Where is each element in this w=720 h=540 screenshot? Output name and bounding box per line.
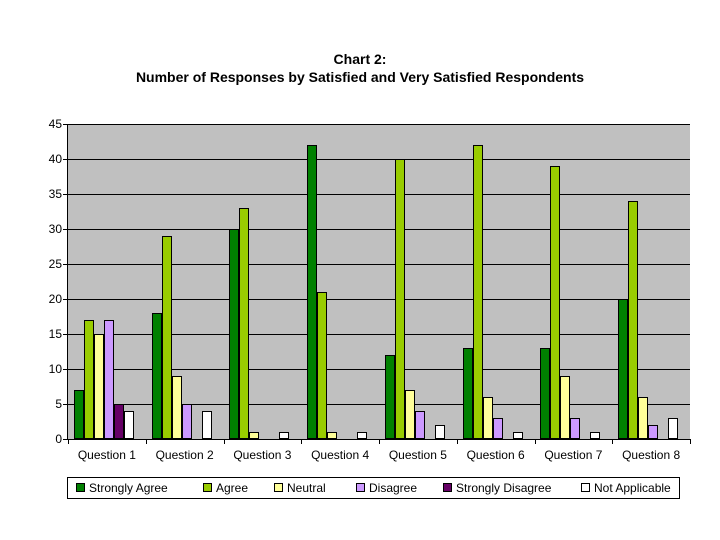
bar-strongly-agree-question-6	[463, 348, 473, 439]
x-axis-category-label: Question 1	[77, 448, 136, 462]
bar-disagree-question-1	[104, 320, 114, 439]
bar-disagree-question-6	[493, 418, 503, 439]
x-axis-category-label: Question 7	[544, 448, 603, 462]
bar-disagree-question-7	[570, 418, 580, 439]
y-axis-tick-label: 45	[48, 117, 62, 131]
legend-swatch-strongly-agree	[76, 483, 85, 492]
bar-strongly-agree-question-1	[74, 390, 84, 439]
bar-not-applicable-question-2	[202, 411, 212, 439]
x-axis-tick	[612, 439, 613, 444]
gridline	[68, 124, 690, 125]
bar-disagree-question-5	[415, 411, 425, 439]
x-axis-tick	[146, 439, 147, 444]
bar-strongly-agree-question-5	[385, 355, 395, 439]
x-axis-tick	[535, 439, 536, 444]
bar-not-applicable-question-4	[357, 432, 367, 439]
legend-swatch-not-applicable	[581, 483, 590, 492]
bar-neutral-question-6	[483, 397, 493, 439]
bar-not-applicable-question-6	[513, 432, 523, 439]
bar-strongly-agree-question-3	[229, 229, 239, 439]
x-axis-category-label: Question 5	[388, 448, 447, 462]
bar-strongly-agree-question-4	[307, 145, 317, 439]
legend-label-neutral: Neutral	[287, 481, 326, 495]
y-axis-tick-label: 5	[55, 397, 62, 411]
bar-not-applicable-question-8	[668, 418, 678, 439]
x-axis-category-label: Question 4	[311, 448, 370, 462]
bar-neutral-question-5	[405, 390, 415, 439]
x-axis-tick	[301, 439, 302, 444]
bar-agree-question-5	[395, 159, 405, 439]
chart-title-line2: Number of Responses by Satisfied and Very Satisfied Respondents	[135, 69, 585, 85]
legend-swatch-neutral	[274, 483, 283, 492]
bar-agree-question-2	[162, 236, 172, 439]
y-axis-tick-label: 10	[48, 362, 62, 376]
bar-strongly-agree-question-8	[618, 299, 628, 439]
x-axis-tick	[224, 439, 225, 444]
bar-neutral-question-2	[172, 376, 182, 439]
bar-disagree-question-8	[648, 425, 658, 439]
legend-label-strongly-agree: Strongly Agree	[89, 481, 168, 495]
bar-agree-question-8	[628, 201, 638, 439]
y-axis-line	[67, 124, 68, 440]
bar-agree-question-3	[239, 208, 249, 439]
bar-agree-question-6	[473, 145, 483, 439]
bar-agree-question-1	[84, 320, 94, 439]
legend-label-disagree: Disagree	[369, 481, 418, 495]
bar-neutral-question-4	[327, 432, 337, 439]
bar-neutral-question-8	[638, 397, 648, 439]
legend-swatch-disagree	[356, 483, 365, 492]
gridline	[68, 159, 690, 160]
x-axis-tick	[379, 439, 380, 444]
legend-swatch-agree	[203, 483, 212, 492]
gridline	[68, 229, 690, 230]
chart-title	[0, 50, 720, 86]
bar-agree-question-4	[317, 292, 327, 439]
legend-label-strongly-disagree: Strongly Disagree	[456, 481, 552, 495]
chart-title-line1: Chart 2:	[333, 51, 387, 67]
y-axis-tick-label: 15	[48, 327, 62, 341]
x-axis-category-label: Question 3	[233, 448, 292, 462]
bar-not-applicable-question-3	[279, 432, 289, 439]
x-axis-category-label: Question 2	[155, 448, 214, 462]
bar-disagree-question-2	[182, 404, 192, 439]
bar-agree-question-7	[550, 166, 560, 439]
bar-strongly-agree-question-2	[152, 313, 162, 439]
bar-not-applicable-question-7	[590, 432, 600, 439]
bar-neutral-question-1	[94, 334, 104, 439]
y-axis-tick-label: 40	[48, 152, 62, 166]
x-axis-tick	[690, 439, 691, 444]
bar-strongly-disagree-question-1	[114, 404, 124, 439]
bar-not-applicable-question-1	[124, 411, 134, 439]
x-axis-tick	[68, 439, 69, 444]
x-axis-tick	[457, 439, 458, 444]
legend-label-not-applicable: Not Applicable	[594, 481, 671, 495]
legend-label-agree: Agree	[216, 481, 249, 495]
bar-neutral-question-3	[249, 432, 259, 439]
x-axis-category-label: Question 6	[466, 448, 525, 462]
y-axis-tick-label: 25	[48, 257, 62, 271]
bar-not-applicable-question-5	[435, 425, 445, 439]
x-axis-category-label: Question 8	[622, 448, 681, 462]
gridline	[68, 194, 690, 195]
y-axis-tick-label: 0	[55, 432, 62, 446]
bar-strongly-agree-question-7	[540, 348, 550, 439]
y-axis-tick-label: 35	[48, 187, 62, 201]
legend-swatch-strongly-disagree	[443, 483, 452, 492]
legend	[67, 477, 680, 499]
bar-neutral-question-7	[560, 376, 570, 439]
y-axis-tick-label: 20	[48, 292, 62, 306]
y-axis-tick-label: 30	[48, 222, 62, 236]
